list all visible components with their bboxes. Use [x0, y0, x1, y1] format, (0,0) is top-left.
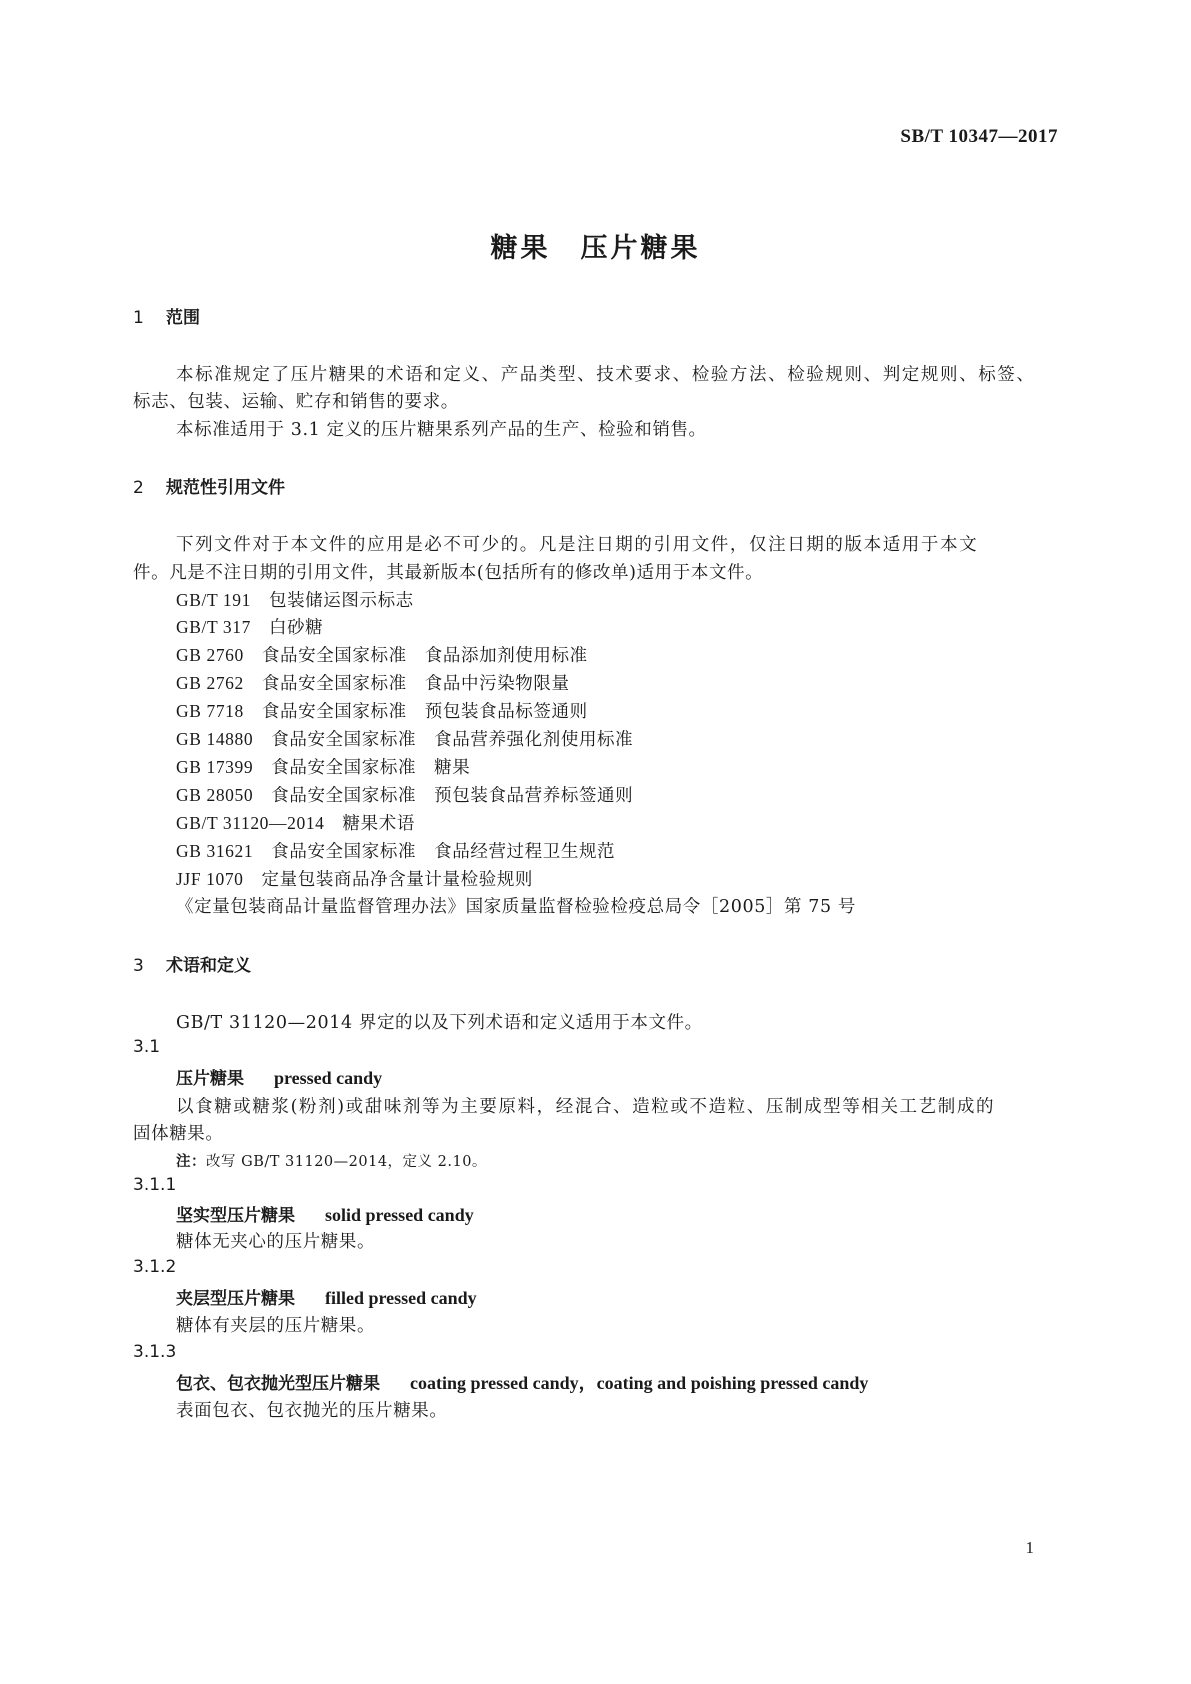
- reference-item: [176, 726, 633, 751]
- page-number: 1: [1025, 1538, 1034, 1557]
- term-name-cn: 坚实型压片糖果: [176, 1206, 295, 1226]
- reference-item: [176, 754, 470, 779]
- section-number: 1: [133, 308, 144, 328]
- reference-item: 《定量包装商品计量监督管理办法》国家质量监督检验检疫总局令［2005］第 75 号: [176, 897, 857, 917]
- term-number: 3.1: [133, 1037, 161, 1057]
- reference-title: 食品安全国家标准 预包装食品标签通则: [261, 702, 588, 722]
- reference-item: [176, 698, 588, 723]
- reference-title: 包装储运图示标志: [268, 591, 414, 611]
- reference-item: [176, 587, 414, 612]
- reference-code: GB/T 31120—2014: [176, 813, 325, 833]
- note: [176, 1150, 487, 1171]
- paragraph-line: 件。凡是不注日期的引用文件，其最新版本(包括所有的修改单)适用于本文件。: [133, 563, 764, 583]
- reference-item: [176, 782, 633, 807]
- term-name-cn: 包衣、包衣抛光型压片糖果: [176, 1374, 380, 1394]
- section-number: 3: [133, 956, 144, 976]
- term-name-en: pressed candy: [274, 1068, 383, 1088]
- section-heading-scope: [133, 303, 200, 328]
- term-number: 3.1.3: [133, 1342, 177, 1362]
- term-name-cn: 压片糖果: [176, 1069, 244, 1089]
- term-name: [176, 1369, 868, 1395]
- definition-line: 糖体有夹层的压片糖果。: [176, 1316, 376, 1336]
- note-label: 注：: [176, 1154, 206, 1170]
- section-heading-terms-and-definitions: [133, 951, 251, 976]
- reference-code: GB 7718: [176, 701, 244, 721]
- reference-code: GB 17399: [176, 757, 254, 777]
- reference-title: 食品安全国家标准 食品营养强化剂使用标准: [271, 730, 634, 750]
- term-name-cn: 夹层型压片糖果: [176, 1289, 295, 1309]
- reference-code: JJF 1070: [176, 869, 244, 889]
- definition-line: 固体糖果。: [133, 1124, 224, 1144]
- section-title: 规范性引用文件: [166, 478, 285, 498]
- definition-line: 以食糖或糖浆(粉剂)或甜味剂等为主要原料，经混合、造粒或不造粒、压制成型等相关工艺制成的: [176, 1097, 996, 1117]
- term-name: [176, 1064, 382, 1089]
- section-title: 术语和定义: [166, 956, 251, 976]
- reference-code: GB/T 317: [176, 617, 251, 637]
- reference-code: GB 31621: [176, 841, 254, 861]
- reference-title: 白砂糖: [268, 618, 324, 638]
- reference-code: GB 2760: [176, 645, 244, 665]
- reference-title: 食品安全国家标准 糖果: [271, 758, 471, 778]
- reference-item: [176, 642, 588, 667]
- document-title: 糖果 压片糖果: [490, 233, 701, 264]
- reference-title: 食品安全国家标准 食品经营过程卫生规范: [271, 842, 616, 862]
- definition-line: 表面包衣、包衣抛光的压片糖果。: [176, 1401, 448, 1421]
- section-heading-normative-references: [133, 473, 285, 498]
- term-name-en: solid pressed candy: [325, 1205, 474, 1225]
- reference-title: 食品安全国家标准 食品添加剂使用标准: [261, 646, 588, 666]
- reference-title: 食品安全国家标准 预包装食品营养标签通则: [271, 786, 634, 806]
- term-name: [176, 1284, 477, 1309]
- reference-title: 定量包装商品净含量计量检验规则: [261, 870, 534, 890]
- paragraph-line: 下列文件对于本文件的应用是必不可少的。凡是注日期的引用文件，仅注日期的版本适用于本文: [176, 535, 979, 555]
- reference-code: GB 14880: [176, 729, 254, 749]
- paragraph-line: 标志、包装、运输、贮存和销售的要求。: [133, 392, 459, 412]
- term-name-en: coating pressed candy，coating and poishing pressed candy: [410, 1373, 869, 1393]
- reference-code: GB 28050: [176, 785, 254, 805]
- paragraph-line: 本标准规定了压片糖果的术语和定义、产品类型、技术要求、检验方法、检验规则、判定规则、标签、: [176, 365, 1036, 385]
- standard-code: SB/T 10347—2017: [900, 126, 1058, 147]
- term-name-en: filled pressed candy: [325, 1288, 477, 1308]
- term-number: 3.1.1: [133, 1175, 177, 1195]
- section-title: 范围: [166, 308, 200, 328]
- reference-item: [176, 810, 415, 835]
- term-name: [176, 1201, 474, 1226]
- section-number: 2: [133, 478, 144, 498]
- reference-title: 食品安全国家标准 食品中污染物限量: [261, 674, 570, 694]
- reference-code: GB/T 191: [176, 590, 251, 610]
- definition-line: 糖体无夹心的压片糖果。: [176, 1232, 376, 1252]
- note-text: 改写 GB/T 31120—2014，定义 2.10。: [206, 1154, 487, 1170]
- reference-item: [176, 614, 323, 639]
- reference-title: 糖果术语: [342, 814, 415, 834]
- reference-code: GB 2762: [176, 673, 244, 693]
- paragraph-line: 本标准适用于 3.1 定义的压片糖果系列产品的生产、检验和销售。: [176, 420, 707, 440]
- reference-item: [176, 866, 533, 891]
- reference-item: [176, 670, 570, 695]
- reference-item: [176, 838, 615, 863]
- term-number: 3.1.2: [133, 1257, 177, 1277]
- paragraph-line: GB/T 31120—2014 界定的以及下列术语和定义适用于本文件。: [176, 1013, 703, 1033]
